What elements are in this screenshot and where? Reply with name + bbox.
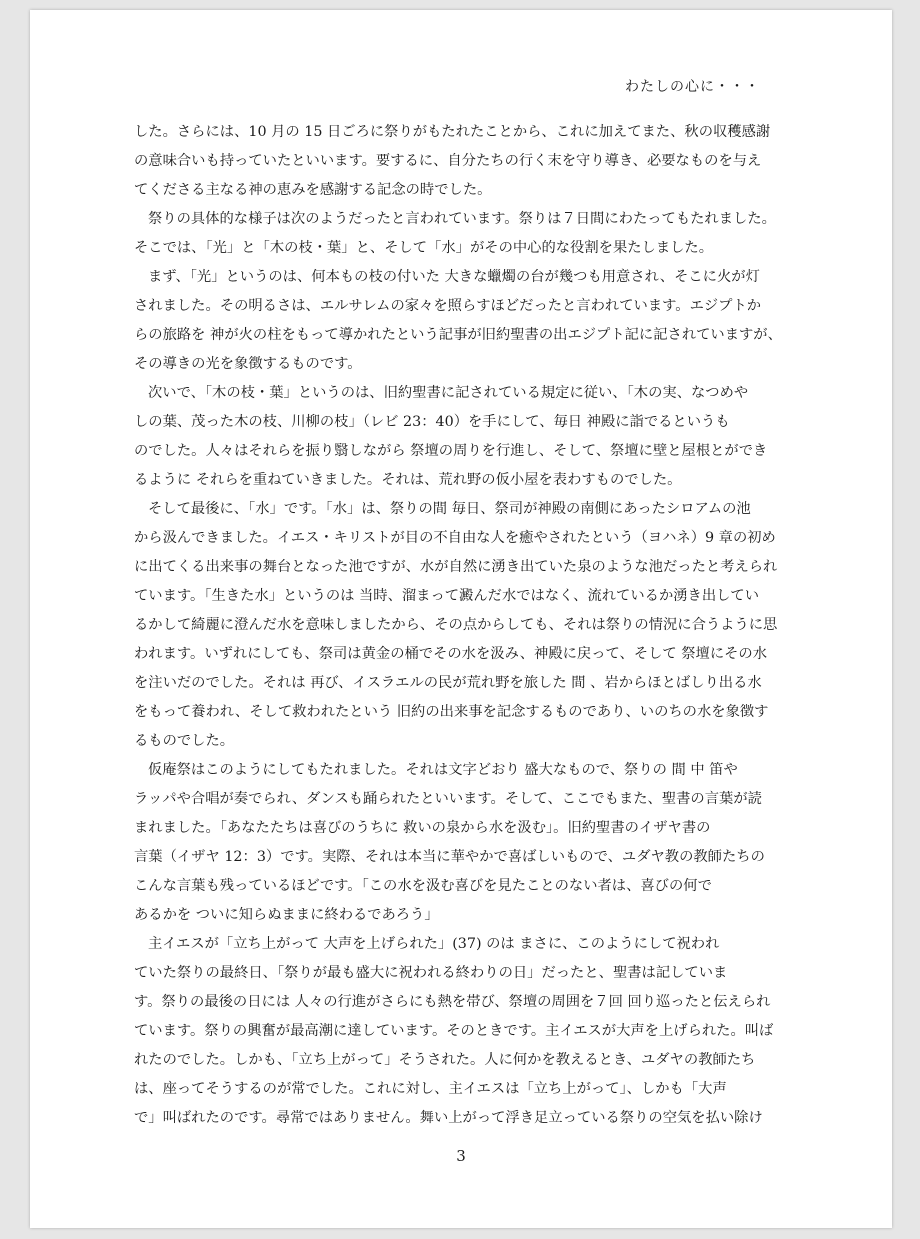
text-line: から汲んできました。イエス・キリストが目の不自由な人を癒やされたという（ヨハネ）9 章の初め [134, 530, 776, 546]
text-line: その導きの光を象徴するものです。 [134, 356, 362, 372]
text-line: 言葉（イザヤ 12：3）です。実際、それは本当に華やかで喜ばしいもので、ユダヤ教の教師たちの [134, 849, 765, 865]
text-line: を注いだのでした。それは 再び、イスラエルの民が荒れ野を旅した 間 、岩からほとばしり出る水 [134, 675, 762, 691]
text-line: まず、「光」というのは、何本もの枝の付いた 大きな蠟燭の台が幾つも用意され、そこに火が灯 [148, 269, 760, 285]
text-line: るものでした。 [134, 733, 235, 749]
text-line: で」叫ばれたのです。尋常ではありません。舞い上がって浮き足立っている祭りの空気を払い除け [134, 1110, 763, 1126]
text-line: に出てくる出来事の舞台となった池ですが、水が自然に湧き出ていた泉のような池だったと考えられ [134, 559, 778, 575]
text-line: るかして綺麗に澄んだ水を意味しましたから、その点からしても、それは祭りの情況に合うように思 [134, 617, 778, 633]
text-line: 仮庵祭はこのようにしてもたれました。それは文字どおり 盛大なもので、祭りの 間 中 笛や [148, 762, 738, 778]
document-page [30, 10, 892, 1228]
text-line: 祭りの具体的な様子は次のようだったと言われています。祭りは７日間にわたってもたれました。 [148, 211, 776, 227]
text-line: ています。「生きた水」というのは 当時、溜まって澱んだ水ではなく、流れているか湧き出してい [134, 588, 760, 604]
text-line: るように それらを重ねていきました。それは、荒れ野の仮小屋を表わすものでした。 [134, 472, 682, 488]
text-line: そして最後に、「水」です。「水」は、祭りの間 毎日、祭司が神殿の南側にあったシロアムの池 [148, 501, 751, 517]
page-number: 3 [456, 1147, 466, 1165]
text-line: をもって養われ、そして救われたという 旧約の出来事を記念するものであり、いのちの水を象徴す [134, 704, 769, 720]
text-line: ラッパや合唱が奏でられ、ダンスも踊られたといいます。そして、ここでもまた、聖書の言葉が読 [134, 791, 762, 807]
body-text [134, 118, 794, 1133]
text-line: は、座ってそうするのが常でした。これに対し、主イエスは「立ち上がって」、しかも「大声 [134, 1081, 727, 1097]
text-line: 主イエスが「立ち上がって 大声を上げられた」(37) のは まさに、このようにして祝われ [148, 936, 720, 952]
text-line: われます。いずれにしても、祭司は黄金の桶でその水を汲み、神殿に戻って、そして 祭壇にその水 [134, 646, 768, 662]
text-line: した。さらには、10 月の 15 日ごろに祭りがもたれたことから、これに加えてまた、秋の収穫感謝 [134, 124, 771, 140]
text-line: れたのでした。しかも、「立ち上がって」そうされた。人に何かを教えるとき、ユダヤの教師たち [134, 1052, 756, 1068]
text-line: ています。祭りの興奮が最高潮に達しています。そのときです。主イエスが大声を上げられた。叫ば [134, 1023, 774, 1039]
text-line: ていた祭りの最終日、「祭りが最も盛大に祝われる終わりの日」だったと、聖書は記していま [134, 965, 728, 981]
text-line: らの旅路を 神が火の柱をもって導かれたという記事が旧約聖書の出エジプト記に記されていますが、 [134, 327, 782, 343]
text-line: のでした。人々はそれらを振り翳しながら 祭壇の周りを行進し、そして、祭壇に壁と屋根とができ [134, 443, 768, 459]
running-header: わたしの心に・・・ [625, 79, 760, 95]
text-line: そこでは、「光」と「木の枝・葉」と、そして「水」がその中心的な役割を果たしました。 [134, 240, 714, 256]
text-line: す。祭りの最後の日には 人々の行進がさらにも熱を帯び、祭壇の周囲を７回 回り巡ったと伝えられ [134, 994, 771, 1010]
text-line: あるかを ついに知らぬままに終わるであろう」 [134, 907, 439, 923]
text-line: てくださる主なる神の恵みを感謝する記念の時でした。 [134, 182, 492, 198]
text-line: 次いで、「木の枝・葉」というのは、旧約聖書に記されている規定に従い、「木の実、なつめや [148, 385, 749, 401]
text-line: の意味合いも持っていたといいます。要するに、自分たちの行く末を守り導き、必要なものを与え [134, 153, 762, 169]
text-line: されました。その明るさは、エルサレムの家々を照らすほどだったと言われています。エジプトか [134, 298, 762, 314]
text-line: まれました。「あなたたちは喜びのうちに 救いの泉から水を汲む」。旧約聖書のイザヤ書の [134, 820, 711, 836]
text-line: しの葉、茂った木の枝、川柳の枝」（レビ 23：40）を手にして、毎日 神殿に詣でるというも [134, 414, 730, 430]
text-line: こんな言葉も残っているほどです。「この水を汲む喜びを見たことのない者は、喜びの何で [134, 878, 712, 894]
